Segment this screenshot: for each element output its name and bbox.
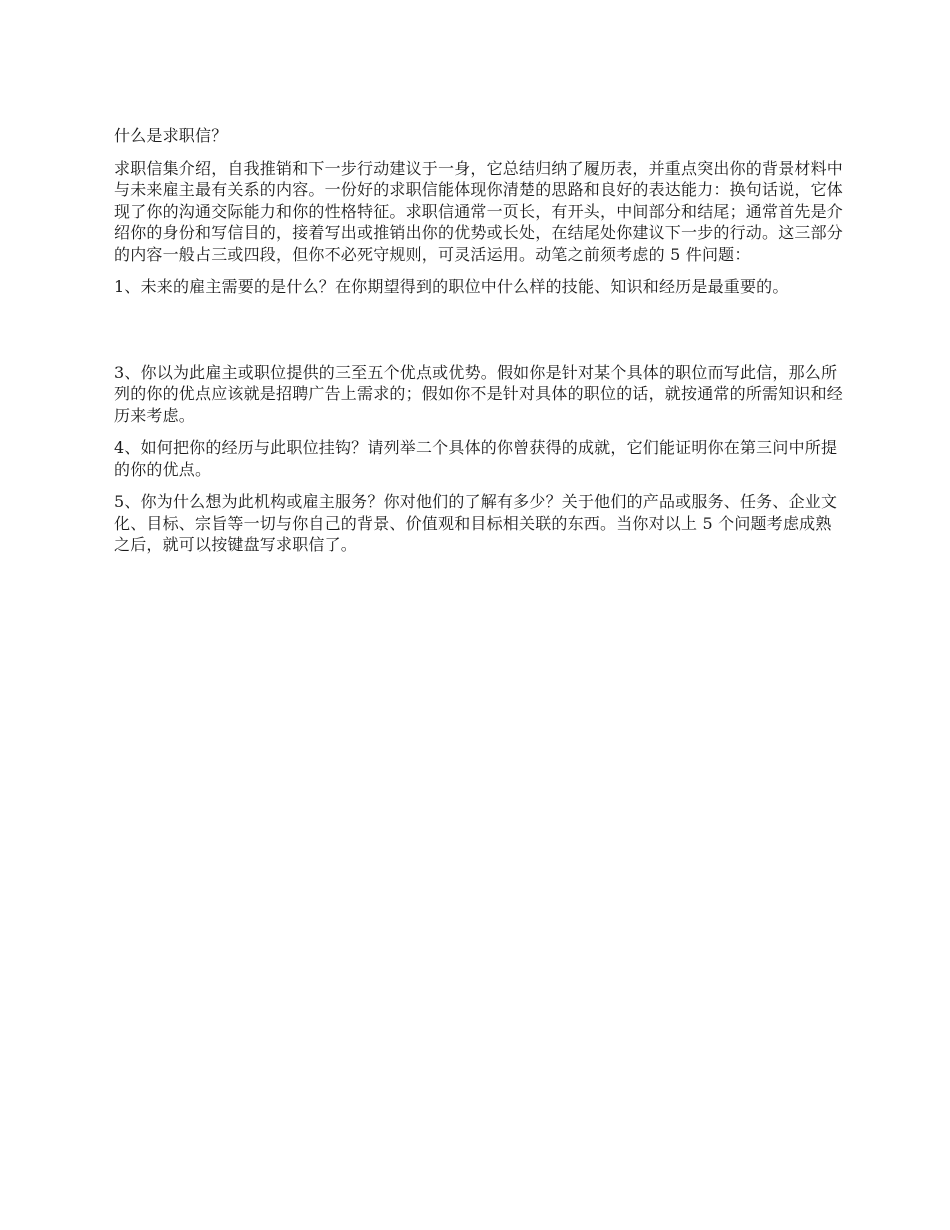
document-body (114, 125, 844, 567)
blank-spacer (114, 309, 844, 362)
document-heading: 什么是求职信？ (114, 126, 228, 145)
intro-paragraph: 求职信集介绍，自我推销和下一步行动建议于一身，它总结归纳了履历表，并重点突出你的背景材料中与未来雇主最有关系的内容。一份好的求职信能体现你清楚的思路和良好的表达能力：换句话说，它体现了你的沟通交际能力和你的性格特征。求职信通常一页长，有开头，中间部分和结尾；通常首先是介绍你的身份和写信目的，接着写出或推销出你的优势或长处，在结尾处你建议下一步的行动。这三部分的内容一般占三或四段，但你不必死守规则，可灵活运用。动笔之前须考虑的 5 件问题： (114, 158, 844, 264)
question-3-paragraph: 3、你以为此雇主或职位提供的三至五个优点或优势。假如你是针对某个具体的职位而写此信，那么所列的你的优点应该就是招聘广告上需求的；假如你不是针对具体的职位的话，就按通常的所需知识和经历来考虑。 (114, 362, 844, 425)
question-5-paragraph: 5、你为什么想为此机构或雇主服务？你对他们的了解有多少？关于他们的产品或服务、任务、企业文化、目标、宗旨等一切与你自己的背景、价值观和目标相关联的东西。当你对以上 5 个问题考虑成熟之后，就可以按键盘写求职信了。 (114, 492, 838, 554)
question-4-paragraph: 4、如何把你的经历与此职位挂钩？请列举二个具体的你曾获得的成就，它们能证明你在第三问中所提的你的优点。 (114, 438, 838, 479)
question-1-paragraph: 1、未来的雇主需要的是什么？在你期望得到的职位中什么样的技能、知识和经历是最重要的。 (114, 277, 789, 296)
